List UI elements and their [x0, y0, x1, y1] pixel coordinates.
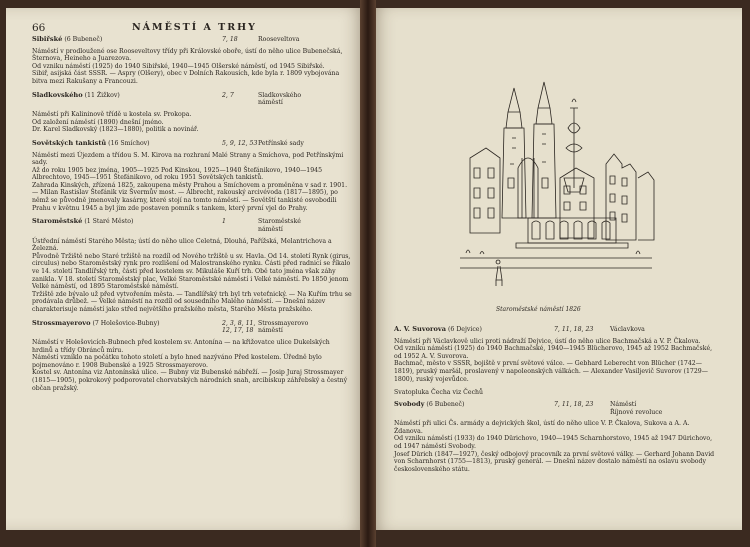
left-page [6, 8, 366, 530]
entry-name [394, 326, 554, 334]
square-entry [394, 326, 719, 383]
right-column [394, 326, 719, 479]
tram-stop-name: Náměstí [610, 400, 637, 408]
district: (11 Žižkov) [84, 91, 120, 99]
tram-stop-name-cont: náměstí [258, 327, 283, 335]
district: (16 Smíchov) [108, 139, 150, 147]
page-number: 66 [32, 22, 46, 34]
tram-stop [258, 140, 352, 148]
square-name: Svobody [394, 399, 425, 408]
entry-heading [32, 140, 352, 148]
entry-paragraph: Náměstí při Kalininově třídě u kostela sv. Prokopa. [32, 110, 192, 118]
square-entry [32, 92, 352, 134]
book-gutter [360, 0, 376, 547]
running-title: NÁMĚSTÍ A TRHY [132, 22, 257, 33]
tram-stop-name: Staroměstské [258, 218, 301, 226]
tram-stop [258, 36, 352, 44]
illustration-caption: Staroměstské náměstí 1826 [496, 306, 581, 313]
entry-heading [32, 92, 352, 107]
right-page [370, 8, 742, 530]
entry-body [32, 48, 352, 86]
square-entry [32, 218, 352, 313]
entry-paragraph: Ústřední náměstí Starého Města; ústí do něho ulice Celetná, Dlouhá, Pařížská, Melantrichova a Železná. [32, 237, 332, 253]
tram-stop [610, 326, 704, 334]
district: (1 Staré Město) [84, 218, 134, 226]
entry-paragraph: Tržiště zde bývalo už před vytvořením města. — Tandlířský trh byl trh veteťnický. — Na Kuřím trhu se prodávala drůbež. — Velké náměstí na rozdíl od sousedního Malého náměstí. — Dnešní název charakterisuje náměstí jako střed největšího pražského města, Starého Města pražského. [32, 290, 352, 313]
entry-paragraph: Náměstí v prodloužené ose Rooseveltovy třídy při Královské oboře, ústí do něho ulice Bubenečská, Šternova, Heineho a Juarezova. [32, 47, 343, 63]
tram-stop-name: Petřínské sady [258, 139, 304, 147]
entry-name [32, 320, 222, 328]
tram-lines: 1 [222, 218, 226, 226]
left-column [32, 36, 352, 398]
entry-paragraph: Kostel sv. Antonína viz Antonínská ulice. — Bubny viz Bubenské nábřeží. — Josip Juraj Strossmayer (1815—1905), pokrokový podporovatel chorvatských národních snah, arcibiskup záhřebský a čestný občan pražský. [32, 369, 348, 392]
entry-heading [394, 401, 719, 416]
tram-stop [258, 218, 352, 233]
entry-heading [32, 218, 352, 233]
entry-name [32, 218, 222, 226]
entry-body [32, 111, 352, 134]
entry-body [394, 338, 719, 384]
entry-paragraph: Náměstí mezi Újezdem a třídou S. M. Kirova na rozhraní Malé Strany a Smíchova, pod Petřínskými sady. [32, 151, 344, 167]
square-name: Strossmayerovo [32, 318, 91, 327]
entry-paragraph: Původně Tržiště nebo Staré tržiště na rozdíl od Nového tržiště u sv. Havla. Od 14. století Rynk (girus, circulus) nebo Staroměstský rynk pro rozlišení od Malostranského rynku. Části před radnicí se říkalo ve 14. století Tandlířský trh, části před kostelem sv. Mikuláše Kuří trh. Obě tato jména však záhy zanikla. V 18. století Staroměstský plac, Velké Staroměstské náměstí i Velké náměstí. Po 1850 jenom Velké náměstí, od 1895 Staroměstské náměstí. [32, 252, 351, 291]
entry-body [394, 420, 719, 473]
entry-paragraph: Bachmač, město v SSSR, bojiště v první světové válce. — Gebhard Leberecht von Blücher (1742—1819), pruský maršál, proslavený v napoleonských válkách. — Alexander Vasiljevič Suvorov (1729—1800), ruský vojevůdce. [394, 360, 708, 383]
tram-stop-name: Sladkovského [258, 91, 302, 99]
square-entry [32, 36, 352, 86]
entry-heading [32, 36, 352, 44]
entry-body [32, 152, 352, 213]
tram-stop [258, 320, 352, 335]
entry-paragraph: Od vzniku náměstí (1925) do 1940 Bachmačské, 1940—1945 Blücherovo, 1945 až 1952 Bachmačské, od 1952 A. V. Suvorova. [394, 345, 713, 360]
tram-lines: 7, 11, 18, 23 [554, 326, 594, 333]
entry-paragraph: Zahrada Kinských, zřízená 1825, zakoupena městy Prahou a Smíchovem a proměněna v sad r. 1901. — Milan Rastislav Štefánik viz Švermův most. — Albrecht, rakouský arcivévoda (1817—1895), po němž se původně jmenovaly kasárny, které stojí na tomto náměstí. — Sovětští tankisté osvobodili Prahu v květnu 1945 a byl jim zde postaven pomník s tankem, který první vjel do Prahy. [32, 181, 348, 212]
entry-paragraph: Sibiř, asijská část SSSR. — Aspry (Olšery), obec v Dolních Rakousích, kde byla r. 1809 vybojována bitva mezi Rakušany a Francouzi. [32, 70, 340, 85]
entry-heading [394, 326, 719, 334]
square-entry [32, 140, 352, 212]
tram-stop [258, 92, 352, 107]
tram-stop-name-cont: Říjnové revoluce [610, 408, 663, 416]
entry-paragraph: Náměstí vzniklo na počátku tohoto století a bylo hned nazýváno Před kostelem. Úředně bylo pojmenováno r. 1908 Bubenské a 1925 Strossmayerovo. [32, 354, 322, 369]
tram-stop-name: Václavkova [610, 326, 645, 333]
square-entry [394, 401, 719, 473]
entry-body [32, 339, 352, 392]
square-entry [32, 320, 352, 392]
tram-lines: 5, 9, 12, 53 [222, 139, 258, 147]
square-name: Sladkovského [32, 90, 83, 99]
square-name: Sovětských tankistů [32, 138, 107, 147]
entry-name [32, 92, 222, 100]
entry-paragraph: Náměstí při Václavkově ulici proti nádraží Dejvice, ústí do něho ulice Bachmačská a V. P. Čkalova. [394, 337, 701, 345]
tram-stop-name-cont: náměstí [258, 99, 283, 107]
entry-paragraph: Od založení náměstí (1890) dnešní jméno. [32, 118, 164, 126]
entry-paragraph: Od vzniku náměstí (1925) do 1940 Sibiřské, 1940—1945 Olšerské náměstí, od 1945 Sibiřské. [32, 62, 325, 70]
entry-paragraph: Náměstí při ulici Čs. armády a dejvických škol, ústí do něho ulice V. P. Čkalova, Sukova a A. A. Ždanova. [394, 420, 690, 435]
cross-reference: Svatopluka Čecha viz Čechů [394, 389, 483, 397]
tram-stop [610, 401, 704, 416]
square-name: Staroměstské [32, 217, 83, 226]
entry-paragraph: Dr. Karel Sladkovský (1823—1880), politik a novinář. [32, 126, 199, 134]
district: (6 Bubeneč) [64, 36, 103, 43]
tram-stop-name-cont: náměstí [258, 226, 283, 234]
district: (7 Holešovice-Bubny) [92, 319, 160, 327]
entry-paragraph: Od vzniku náměstí (1933) do 1940 Dürichovo, 1940—1945 Scharnhorstovo, 1945 až 1947 Dürichovo, od 1947 náměstí Svobody. [394, 435, 713, 450]
tram-lines: 7, 18 [222, 36, 238, 43]
square-name: Sibiřské [32, 35, 63, 43]
district: (6 Dejvice) [448, 326, 482, 333]
old-town-square-illustration [456, 68, 656, 304]
square-name: A. V. Suvorova [394, 325, 447, 333]
district: (6 Bubeneč) [426, 400, 465, 408]
tram-lines: 2, 3, 8, 11, 12, 17, 18 [222, 319, 256, 335]
tram-stop-name: Rooseveltova [258, 36, 300, 43]
tram-stop-name: Strossmayerovo [258, 319, 309, 327]
entry-name [32, 140, 222, 148]
entry-name [32, 36, 222, 44]
entry-paragraph: Až do roku 1905 bez jména, 1905—1925 Pod Kinskou, 1925—1940 Štefánikovo, 1940—1945 Albrechtovo, 1945—1951 Štefánikovo, od roku 1951 Sovětských tankistů. [32, 166, 323, 182]
entry-paragraph: Náměstí v Holešovicích-Bubnech před kostelem sv. Antonína — na křižovatce ulice Dukelských hrdinů a třídy Obránců míru. [32, 338, 330, 354]
entry-heading [32, 320, 352, 335]
tram-lines: 2, 7 [222, 91, 234, 99]
entry-body [32, 238, 352, 314]
tram-lines: 7, 11, 18, 23 [554, 400, 594, 408]
entry-paragraph: Josef Dürich (1847—1927), český odbojový pracovník za první světové války. — Gerhard Johann David von Scharnhorst (1755—1813), pruský generál. — Dnešní název dostalo náměstí na oslavu svobody československého státu. [394, 450, 715, 473]
entry-name [394, 401, 554, 409]
